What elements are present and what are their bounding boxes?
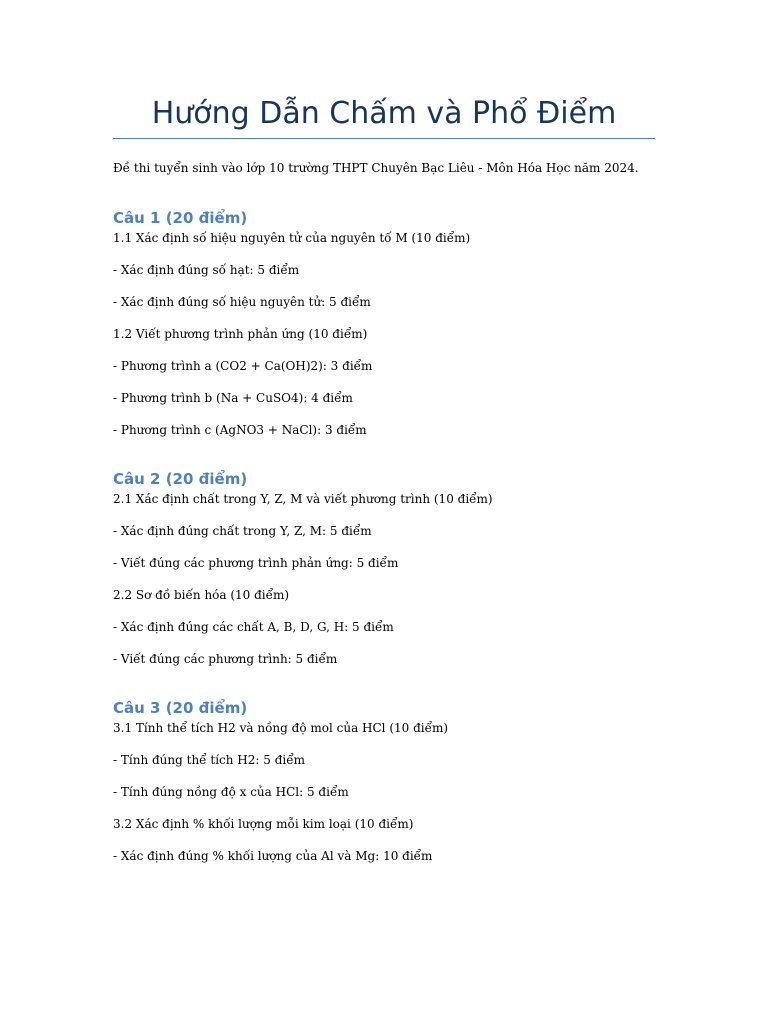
title-underline <box>113 138 655 139</box>
section-line: 1.1 Xác định số hiệu nguyên tử của nguyên tố M (10 điểm) <box>113 231 471 245</box>
section-line: - Phương trình c (AgNO3 + NaCl): 3 điểm <box>113 423 367 437</box>
section-line: - Phương trình a (CO2 + Ca(OH)2): 3 điểm <box>113 359 373 373</box>
section-line: - Xác định đúng các chất A, B, D, G, H: 5 điểm <box>113 620 394 634</box>
section-line: - Viết đúng các phương trình: 5 điểm <box>113 652 338 666</box>
section-line: - Phương trình b (Na + CuSO4): 4 điểm <box>113 391 353 405</box>
intro-paragraph: Đề thi tuyển sinh vào lớp 10 trường THPT Chuyên Bạc Liêu - Môn Hóa Học năm 2024. <box>113 161 639 175</box>
page-title: Hướng Dẫn Chấm và Phổ Điểm <box>151 96 617 131</box>
section-line: - Xác định đúng chất trong Y, Z, M: 5 điểm <box>113 524 372 538</box>
section-line: 2.1 Xác định chất trong Y, Z, M và viết phương trình (10 điểm) <box>113 492 493 506</box>
section-line: - Xác định đúng % khối lượng của Al và Mg: 10 điểm <box>113 849 433 863</box>
section-heading: Câu 3 (20 điểm) <box>113 699 248 717</box>
section-line: - Xác định đúng số hạt: 5 điểm <box>113 263 300 277</box>
section-line: 3.1 Tính thể tích H2 và nồng độ mol của HCl (10 điểm) <box>113 721 449 735</box>
section-cau-1 <box>113 208 655 438</box>
section-heading: Câu 2 (20 điểm) <box>113 470 248 488</box>
section-line: 3.2 Xác định % khối lượng mỗi kim loại (10 điểm) <box>113 817 414 831</box>
section-line: - Tính đúng nồng độ x của HCl: 5 điểm <box>113 785 349 799</box>
section-heading: Câu 1 (20 điểm) <box>113 209 248 227</box>
section-line: - Viết đúng các phương trình phản ứng: 5 điểm <box>113 556 399 570</box>
section-line: - Xác định đúng số hiệu nguyên tử: 5 điểm <box>113 295 371 309</box>
section-line: 1.2 Viết phương trình phản ứng (10 điểm) <box>113 327 368 341</box>
section-cau-3 <box>113 698 655 864</box>
section-line: 2.2 Sơ đồ biến hóa (10 điểm) <box>113 588 290 602</box>
section-line: - Tính đúng thể tích H2: 5 điểm <box>113 753 305 767</box>
section-cau-2 <box>113 469 655 667</box>
